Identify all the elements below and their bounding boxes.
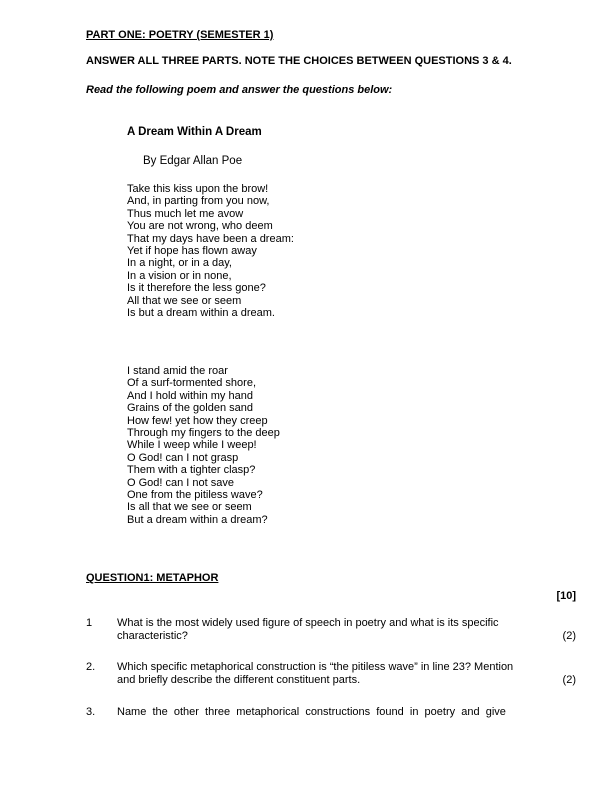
poem-author: By Edgar Allan Poe (143, 155, 243, 167)
poem-line: While I weep while I weep! (127, 439, 257, 452)
poem-line: And I hold within my hand (127, 389, 253, 402)
question-number: 1 (86, 617, 93, 629)
poem-line: But a dream within a dream? (127, 513, 268, 526)
poem-line: In a night, or in a day, (127, 257, 232, 270)
poem-line: Is it therefore the less gone? (127, 282, 266, 295)
question-2 (86, 661, 576, 687)
question-text-line: Name the other three metaphorical constructions found in poetry and give (117, 706, 506, 718)
question-number: 2. (86, 661, 96, 673)
poem-line: Grains of the golden sand (127, 402, 253, 415)
poem-line: Yet if hope has flown away (127, 245, 257, 258)
total-marks: [10] (556, 590, 576, 602)
poem-line: One from the pitiless wave? (127, 489, 263, 502)
question-text-line: What is the most widely used figure of speech in poetry and what is its specific (117, 617, 499, 629)
poem-line: Through my fingers to the deep (127, 427, 280, 440)
poem-line: In a vision or in none, (127, 269, 232, 282)
poem-line: O God! can I not save (127, 476, 235, 489)
question-3 (86, 706, 576, 719)
part-title: PART ONE: POETRY (SEMESTER 1) (86, 29, 274, 41)
poem-line: Is all that we see or seem (127, 501, 252, 514)
poem-line: Is but a dream within a dream. (127, 307, 275, 320)
instructions: ANSWER ALL THREE PARTS. NOTE THE CHOICES BETWEEN QUESTIONS 3 & 4. (86, 55, 512, 67)
question-text-line: characteristic? (117, 630, 188, 642)
question-number: 3. (86, 706, 96, 718)
question-1 (86, 617, 576, 643)
poem-line: And, in parting from you now, (127, 195, 270, 208)
poem-stanza-1 (127, 183, 294, 319)
poem-title: A Dream Within A Dream (127, 126, 262, 138)
poem-line: O God! can I not grasp (127, 451, 239, 464)
poem-line: Them with a tighter clasp? (127, 464, 256, 477)
question-marks: (2) (562, 674, 576, 686)
read-prompt: Read the following poem and answer the questions below: (86, 84, 393, 96)
poem-line: Take this kiss upon the brow! (127, 183, 269, 195)
question-heading: QUESTION1: METAPHOR (86, 572, 219, 584)
poem-line: You are not wrong, who deem (127, 220, 273, 233)
poem-line: I stand amid the roar (127, 365, 228, 377)
question-marks: (2) (562, 630, 576, 642)
poem-line: Of a surf-tormented shore, (127, 377, 256, 390)
poem-line: Thus much let me avow (127, 207, 244, 220)
poem-line: All that we see or seem (127, 294, 242, 307)
question-text-line: and briefly describe the different constituent parts. (117, 674, 361, 686)
question-text-line: Which specific metaphorical construction is “the pitiless wave” in line 23? Mention (117, 661, 514, 673)
poem-line: That my days have been a dream: (127, 232, 294, 245)
poem-stanza-2 (127, 365, 280, 526)
poem-line: How few! yet how they creep (127, 414, 268, 427)
